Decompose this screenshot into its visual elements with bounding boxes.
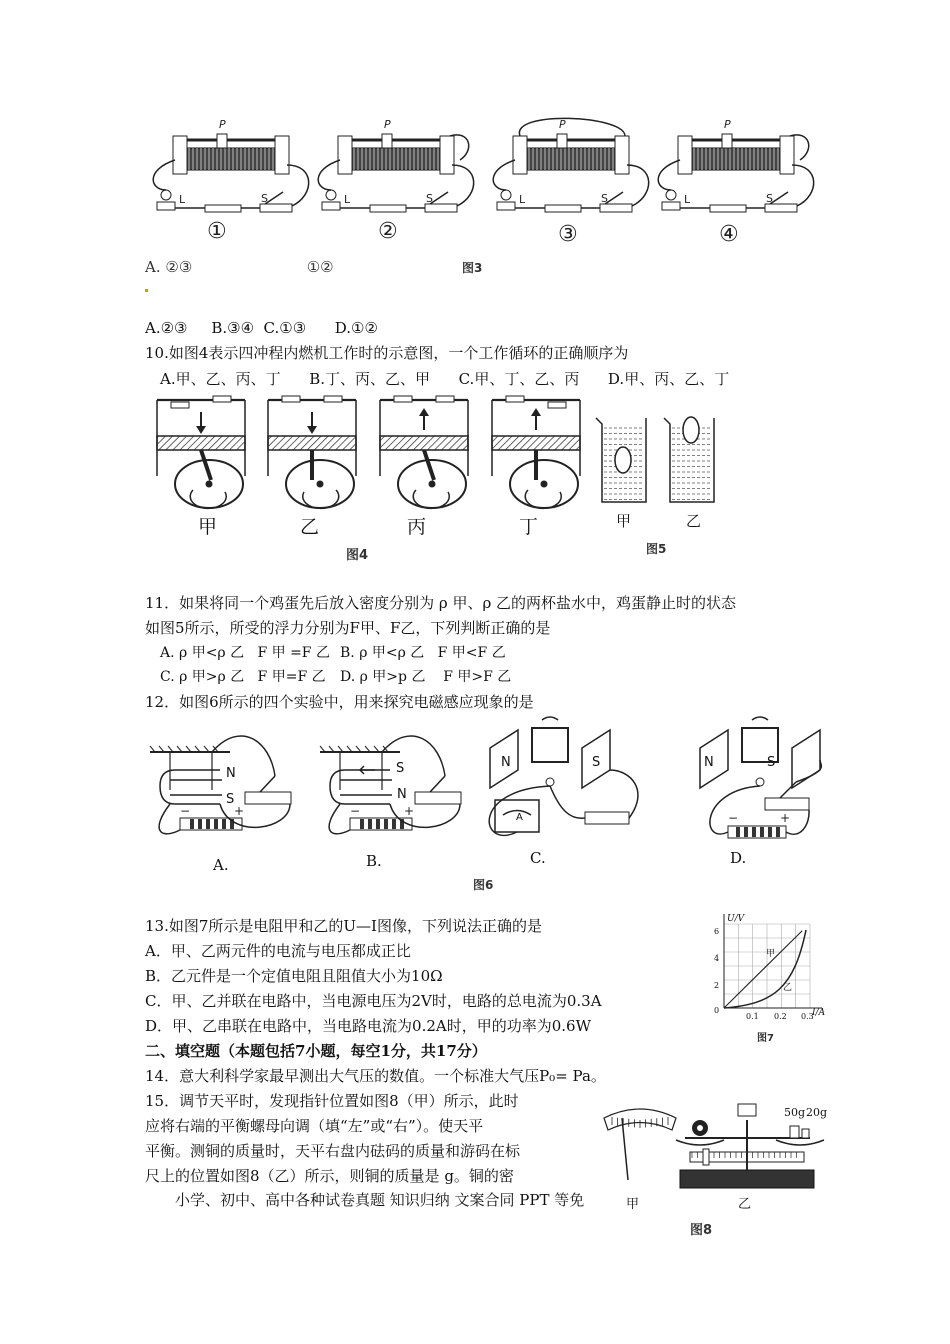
pole-c-left: N [501, 755, 511, 770]
figure-7-label: 图7 [757, 1033, 774, 1044]
weight-20g: 20g [806, 1106, 828, 1119]
battery-plus: + [234, 804, 245, 818]
cup-caption-yi: 乙 [686, 512, 702, 530]
experiment-caption-b: B. [366, 852, 382, 870]
cutoff-text-fragment: A. ②③ ①② [145, 258, 334, 276]
balance-dial [604, 1109, 676, 1180]
q13-stem: 13.如图7所示是电阻甲和乙的U—I图像，下列说法正确的是 [145, 917, 542, 935]
q14-text: 14．意大利科学家最早测出大气压的数值。一个标准大气压P₀= Pa。 [145, 1067, 606, 1085]
q11-option-c: C. ρ 甲>ρ 乙 F 甲=F 乙 [160, 669, 326, 685]
section-2-heading: 二、填空题（本题包括7小题，每空1分，共17分） [145, 1042, 487, 1060]
pointer-dial [738, 1104, 756, 1116]
q11-line2: 如图5所示，所受的浮力分别为F甲、F乙，下列判断正确的是 [145, 619, 551, 637]
slider-p-label: P [219, 118, 226, 131]
figure-5-label: 图5 [646, 542, 667, 556]
pole-c-right: S [592, 755, 601, 770]
lamp-label: L [519, 193, 526, 206]
weight-50g: 50g [784, 1106, 806, 1119]
cup-caption-jia: 甲 [616, 512, 632, 530]
fig7-series-jia: 甲 [766, 949, 776, 959]
fig7-ylabel: U/V [727, 914, 745, 924]
experiment-caption-d: D. [730, 849, 747, 867]
weight-50g-block [790, 1126, 799, 1138]
battery-plus: + [404, 804, 415, 818]
q11-line1: 11．如果将同一个鸡蛋先后放入密度分别为 ρ 甲、ρ 乙的两杯盐水中，鸡蛋静止时的状态 [145, 594, 737, 612]
pole-d-left: N [704, 755, 714, 770]
left-pan [676, 1140, 724, 1145]
rider [703, 1149, 709, 1165]
lamp-label: L [344, 193, 351, 206]
q15-line4: 尺上的位置如图8（乙）所示，则铜的质量是 g。铜的密 [145, 1167, 514, 1185]
q11-option-a: A. ρ 甲<ρ 乙 F 甲 =F 乙 [160, 645, 330, 661]
lamp-label: L [179, 193, 186, 206]
slider-p-label: P [559, 118, 566, 131]
q13-option-a: A．甲、乙两元件的电流与电压都成正比 [145, 942, 411, 960]
q15-line3: 平衡。测铜的质量时，天平右盘内砝码的质量和游码在标 [145, 1142, 521, 1160]
q15-line1: 15．调节天平时，发现指针位置如图8（甲）所示，此时 [145, 1092, 519, 1110]
fig8-caption-jia: 甲 [626, 1197, 640, 1212]
engine-caption-yi: 乙 [300, 516, 320, 538]
pole-d-right: S [767, 755, 776, 770]
lamp-label: L [684, 193, 691, 206]
q13-option-d: D．甲、乙串联在电路中，当电路电流为0.2A时，甲的功率为0.6W [145, 1017, 591, 1035]
right-pan [776, 1140, 824, 1145]
fig7-ytick-2: 2 [714, 981, 720, 990]
footer-text: 小学、初中、高中各种试卷真题 知识归纳 文案合同 PPT 等免 [175, 1191, 585, 1209]
fig7-xtick-02: 0.2 [774, 1012, 787, 1021]
fig7-xlabel: I/A [812, 1008, 826, 1018]
figure-8-label: 图8 [690, 1223, 713, 1238]
q10-options: A.甲、乙、丙、丁 B.丁、丙、乙、甲 C.甲、丁、乙、丙 D.甲、丙、乙、丁 [160, 370, 730, 388]
engine-caption-ding: 丁 [519, 516, 539, 538]
q9-options: A.②③ B.③④ C.①③ D.①② [145, 319, 378, 337]
switch-label: S [261, 192, 268, 205]
switch-label: S [601, 192, 608, 205]
q13-option-b: B．乙元件是一个定值电阻且阻值大小为10Ω [145, 967, 443, 985]
pole-a-top: N [226, 766, 236, 781]
q12-stem: 12．如图6所示的四个实验中，用来探究电磁感应现象的是 [145, 693, 534, 711]
pole-a-bottom: S [226, 792, 235, 807]
q11-option-d: D. ρ 甲>p 乙 F 甲>F 乙 [340, 669, 512, 685]
q11-option-b: B. ρ 甲<ρ 乙 F 甲<F 乙 [340, 645, 506, 661]
fig7-xtick-03: 0.3 [801, 1012, 814, 1021]
slider-p-label: P [724, 118, 731, 131]
fig7-ytick-0: 0 [714, 1006, 720, 1015]
q13-option-c: C．甲、乙并联在电路中，当电源电压为2V时，电路的总电流为0.3A [145, 992, 602, 1010]
battery-minus: − [350, 804, 361, 818]
engine-caption-bing: 丙 [407, 516, 427, 538]
dial-pointer [622, 1118, 628, 1180]
copper-sample-hole [697, 1125, 703, 1131]
circuit-number-4: ④ [719, 222, 739, 247]
fig7-series-yi: 乙 [783, 983, 793, 993]
fig7-ytick-6: 6 [714, 927, 720, 936]
ammeter-label: A [516, 812, 523, 823]
switch-label: S [766, 192, 773, 205]
balance-base [680, 1170, 814, 1188]
experiment-caption-a: A. [213, 856, 229, 874]
q10-stem: 10.如图4表示四冲程内燃机工作时的示意图，一个工作循环的正确顺序为 [145, 344, 629, 362]
experiment-caption-c: C. [530, 849, 546, 867]
fig8-caption-yi: 乙 [738, 1197, 752, 1212]
figure-3-label: 图3 [462, 261, 483, 275]
weight-20g-block [802, 1129, 809, 1138]
circuit-number-1: ① [207, 219, 227, 244]
circuit-number-2: ② [378, 219, 398, 244]
figure-4-label: 图4 [346, 548, 369, 563]
switch-label: S [426, 192, 433, 205]
engine-caption-jia: 甲 [198, 516, 218, 538]
battery-minus: − [180, 804, 191, 818]
pole-b-top: S [396, 761, 405, 776]
circuit-number-3: ③ [558, 222, 578, 247]
battery-minus: − [728, 811, 739, 825]
figure-6-label: 图6 [473, 878, 494, 892]
slider-p-label: P [384, 118, 391, 131]
battery-plus: + [780, 811, 791, 825]
fig7-xtick-01: 0.1 [746, 1012, 759, 1021]
q15-line2: 应将右端的平衡螺母向调（填“左”或“右”）。使天平 [145, 1117, 484, 1135]
pole-b-bottom: N [397, 787, 407, 802]
fig7-ytick-4: 4 [714, 954, 720, 963]
